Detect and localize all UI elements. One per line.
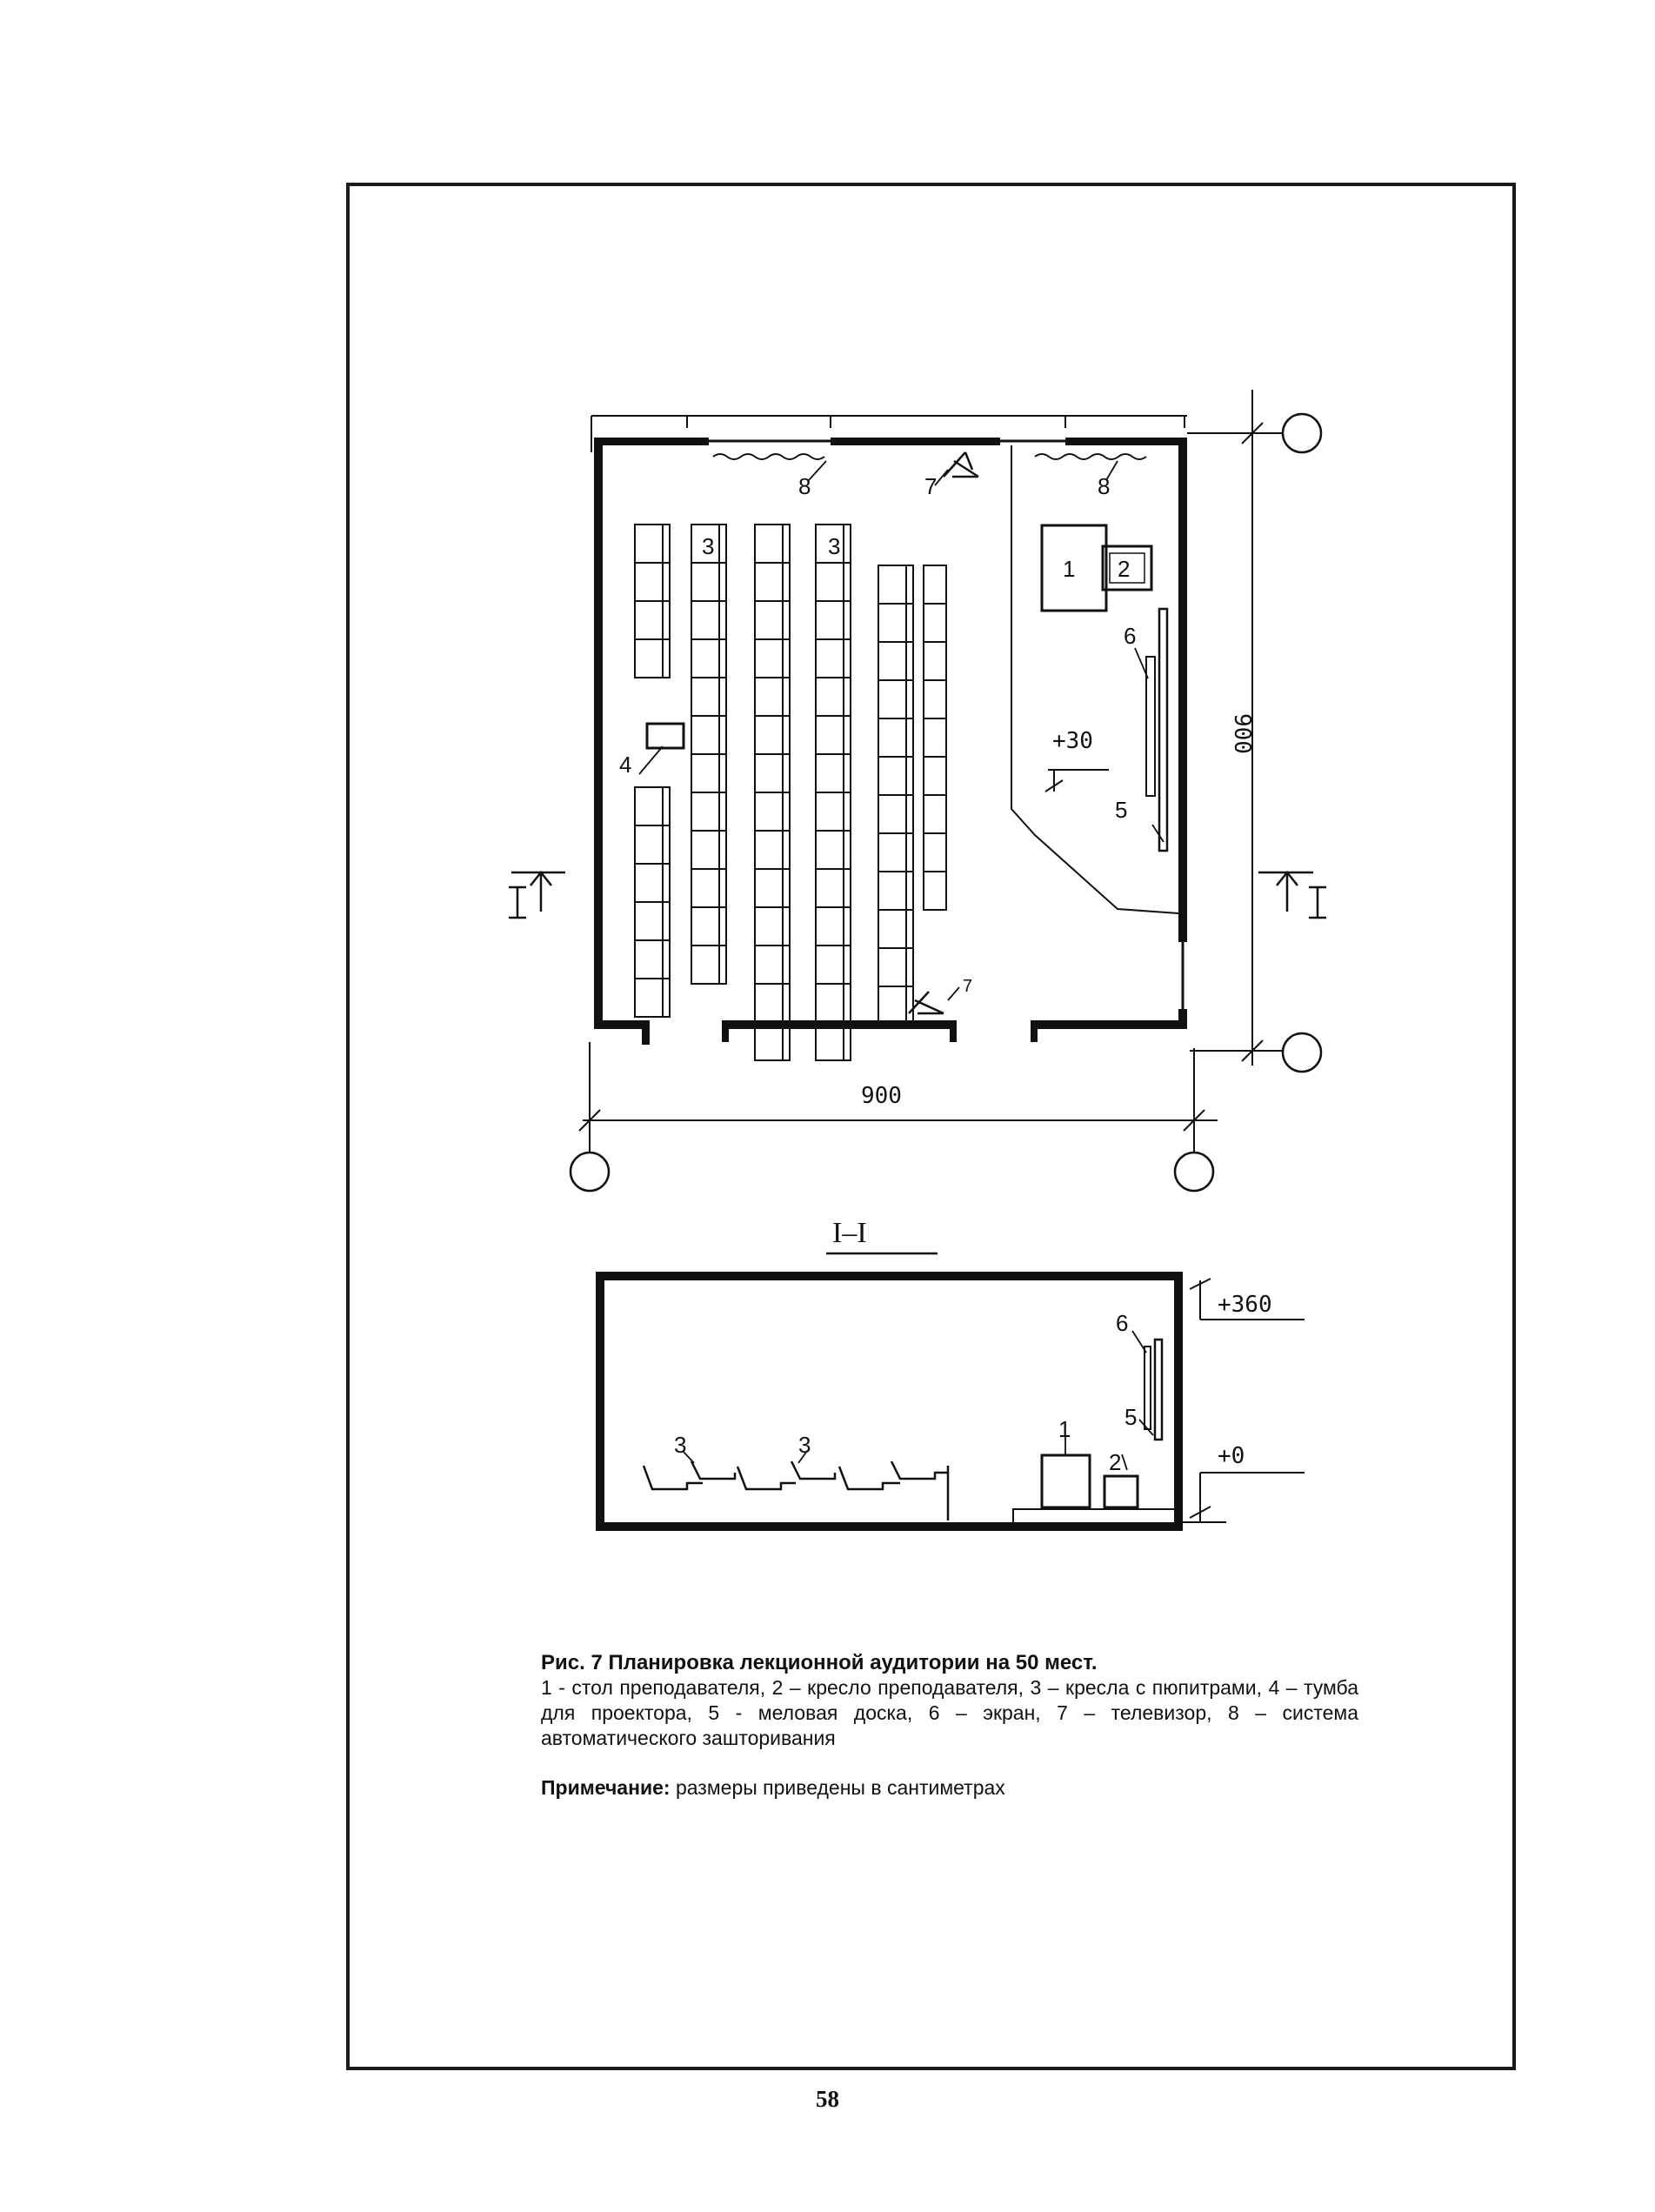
callout-2: 2	[1118, 556, 1131, 582]
section-callout-5: 5	[1124, 1404, 1138, 1430]
plan-top-wall	[594, 438, 1187, 445]
depth-dimension-label: 900	[1229, 713, 1255, 754]
podium-elevation-label: +30	[1052, 728, 1093, 754]
section-screen	[1144, 1347, 1151, 1429]
section-elevation-floor	[1183, 1473, 1305, 1522]
page-number: 58	[816, 2086, 839, 2112]
podium-outline	[1011, 445, 1178, 913]
section-elevation-top-label: +360	[1218, 1292, 1272, 1318]
caption-note	[541, 1775, 1358, 1801]
callout-7: 7	[963, 977, 973, 996]
note-label: Примечание:	[541, 1776, 671, 1799]
section-title: I–I	[832, 1217, 867, 1249]
callout-8: 8	[1098, 473, 1111, 499]
section-seat	[644, 1466, 703, 1489]
section-callout-6: 6	[1116, 1310, 1129, 1336]
chalkboard	[1159, 609, 1167, 851]
caption-legend: 1 - стол преподавателя, 2 – кресло преподавателя, 3 – кресла с пюпитрами, 4 – тумба для проектора, 5 - меловая доска, 6 – экран, 7 – телевизор, 8 – система автоматического зашторивания	[541, 1676, 1358, 1749]
section-seat	[839, 1467, 900, 1489]
callout-8: 8	[798, 473, 811, 499]
section-cut-right	[1258, 872, 1326, 918]
callout-1: 1	[1063, 556, 1076, 582]
section-callout-2: 2	[1109, 1449, 1122, 1475]
section-chalkboard	[1155, 1340, 1162, 1440]
section-podium	[1013, 1509, 1176, 1524]
section-seat	[791, 1461, 835, 1479]
plan-left-wall	[594, 438, 603, 1029]
projector-stand	[647, 724, 684, 748]
callout-3: 3	[828, 533, 841, 559]
callout-5: 5	[1115, 797, 1128, 823]
section-callout-3: 3	[798, 1432, 811, 1458]
floor-plan	[509, 390, 1326, 1191]
callout-6: 6	[1124, 623, 1137, 649]
section-callout-leaders	[683, 1331, 1153, 1470]
section-seat	[691, 1461, 735, 1479]
width-dimension-label: 900	[861, 1083, 902, 1109]
callout-3: 3	[702, 533, 715, 559]
seat-row	[924, 565, 946, 910]
grid-axis-marker	[1175, 1153, 1213, 1191]
callout-7: 7	[924, 473, 938, 499]
tv-icon	[944, 452, 978, 477]
section-elevation-floor-label: +0	[1218, 1443, 1245, 1469]
caption-title: Рис. 7 Планировка лекционной аудитории на 50 мест.	[541, 1651, 1098, 1674]
figure-caption	[541, 1650, 1358, 1801]
plan-right-wall	[1178, 438, 1187, 942]
note-text: размеры приведены в сантиметрах	[670, 1776, 1005, 1799]
seat-rows	[635, 525, 946, 1060]
section-seat	[737, 1467, 796, 1489]
podium-elevation-mark	[1045, 770, 1109, 792]
section-callout-1: 1	[1058, 1416, 1071, 1442]
callout-4: 4	[619, 752, 632, 778]
blinds-symbol	[1035, 454, 1146, 459]
section-cut-left	[509, 872, 565, 918]
section-view	[600, 1253, 1305, 1527]
section-teacher-desk	[1042, 1455, 1090, 1507]
blinds-symbol	[713, 454, 824, 459]
grid-axis-marker	[571, 1153, 609, 1191]
grid-axis-marker	[1283, 1033, 1321, 1072]
section-teacher-chair	[1104, 1476, 1138, 1507]
section-callout-3: 3	[674, 1432, 687, 1458]
plan-bottom-wall	[594, 1009, 1187, 1045]
grid-axis-marker	[1283, 414, 1321, 452]
section-seat	[891, 1461, 948, 1479]
